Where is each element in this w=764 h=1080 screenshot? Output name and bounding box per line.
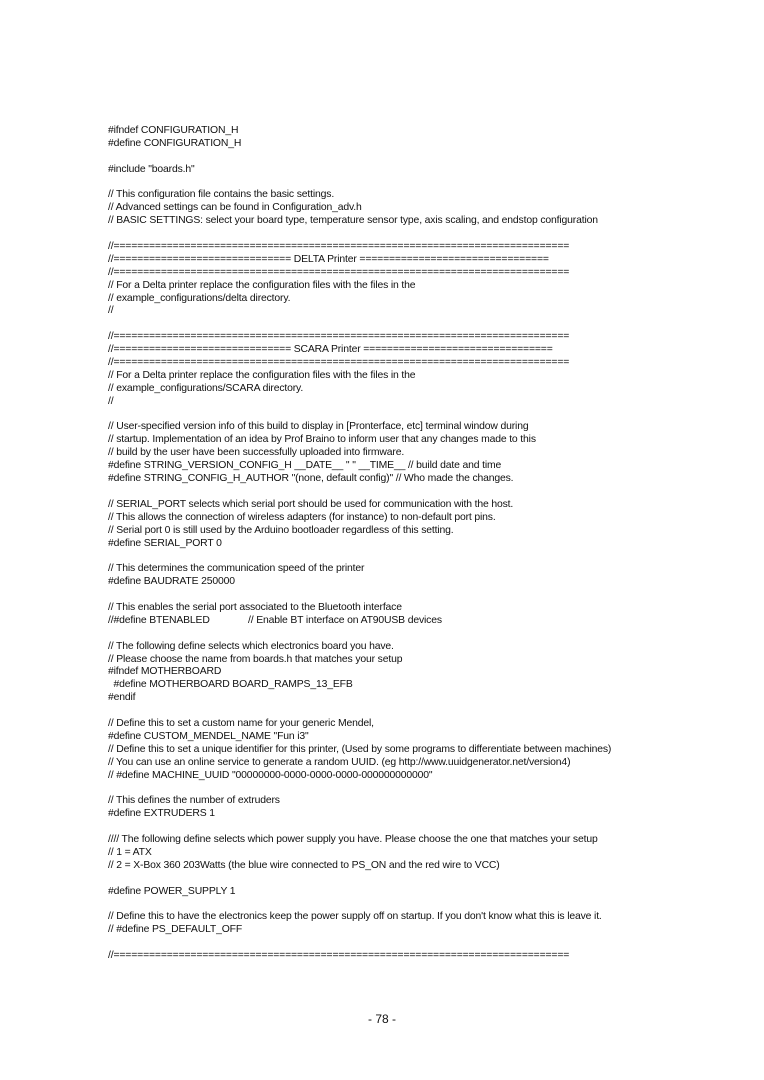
code-line [108,228,728,241]
code-line: // 2 = X-Box 360 203Watts (the blue wire connected to PS_ON and the red wire to VCC) [108,859,500,871]
code-line: #ifndef MOTHERBOARD [108,666,222,678]
code-line [108,873,728,886]
code-line: // example_configurations/SCARA directory. [108,382,304,394]
code-line: //============================================================================= [108,241,570,253]
code-line [108,821,728,834]
code-line: #define MOTHERBOARD BOARD_RAMPS_13_EFB [108,679,353,691]
code-line: // 1 = ATX [108,846,152,858]
code-line: // startup. Implementation of an idea by Prof Braino to inform user that any changes made to this [108,434,536,446]
code-line [108,628,728,641]
code-line: // [108,395,114,407]
code-line: // Define this to set a custom name for your generic Mendel, [108,717,374,729]
code-line: #define EXTRUDERS 1 [108,808,215,820]
code-line: // BASIC SETTINGS: select your board type, temperature sensor type, axis scaling, and endstop configuration [108,215,598,227]
code-line: #define SERIAL_PORT 0 [108,537,222,549]
code-line: //#define BTENABLED // Enable BT interface on AT90USB devices [108,614,442,626]
code-line: #define POWER_SUPPLY 1 [108,885,236,897]
code-line: //============================== SCARA Printer ================================ [108,344,553,356]
code-line [108,151,728,164]
code-line: #endif [108,692,136,704]
code-line [108,177,728,190]
code-line [108,486,728,499]
code-line: #define STRING_VERSION_CONFIG_H __DATE__ " " __TIME__ // build date and time [108,460,502,472]
code-line: // This enables the serial port associated to the Bluetooth interface [108,601,402,613]
code-line [108,550,728,563]
code-line: // User-specified version info of this build to display in [Pronterface, etc] terminal window during [108,421,529,433]
code-line: // For a Delta printer replace the configuration files with the files in the [108,369,416,381]
code-line: // This defines the number of extruders [108,795,280,807]
code-line: //// The following define selects which power supply you have. Please choose the one that matches your setup [108,833,598,845]
code-line: #define BAUDRATE 250000 [108,576,235,588]
code-line: //============================================================================= [108,331,570,343]
code-line: #define CONFIGURATION_H [108,137,242,149]
code-line: // build by the user have been successfully uploaded into firmware. [108,447,405,459]
code-line [108,782,728,795]
code-line: // SERIAL_PORT selects which serial port should be used for communication with the host. [108,498,514,510]
code-line: // For a Delta printer replace the configuration files with the files in the [108,279,416,291]
code-line: // Serial port 0 is still used by the Arduino bootloader regardless of this setting. [108,524,454,536]
code-line: // Advanced settings can be found in Configuration_adv.h [108,202,362,214]
code-line: #ifndef CONFIGURATION_H [108,125,239,136]
code-line: //============================================================================= [108,950,570,961]
code-line: // This allows the connection of wireless adapters (for instance) to non-default port pins. [108,511,496,523]
code-line: // This configuration file contains the basic settings. [108,189,335,201]
code-line [108,705,728,718]
code-line: // You can use an online service to generate a random UUID. (eg http://www.uuidgenerator.net/version4) [108,756,571,768]
code-line [108,589,728,602]
code-line: #define CUSTOM_MENDEL_NAME "Fun i3" [108,730,309,742]
code-listing [108,125,728,963]
code-line: #include "boards.h" [108,163,195,175]
page-number: - 78 - [367,1012,396,1026]
code-line: //============================================================================= [108,357,570,369]
code-line: // #define MACHINE_UUID "00000000-0000-0000-0000-000000000000" [108,769,433,781]
code-line: // Define this to set a unique identifier for this printer, (Used by some programs to differentiate between machines) [108,743,612,755]
code-line: // Please choose the name from boards.h that matches your setup [108,653,403,665]
code-line [108,318,728,331]
code-line [108,409,728,422]
code-line: #define STRING_CONFIG_H_AUTHOR "(none, default config)" // Who made the changes. [108,473,514,485]
code-line: // Define this to have the electronics keep the power supply off on startup. If you don't know what this is leave it. [108,911,602,923]
code-line [108,937,728,950]
code-line: // The following define selects which electronics board you have. [108,640,394,652]
code-line [108,898,728,911]
code-line: //============================================================================= [108,266,570,278]
code-line: // #define PS_DEFAULT_OFF [108,924,243,936]
code-line: // This determines the communication speed of the printer [108,563,365,575]
code-line: // [108,305,114,317]
code-line: //============================== DELTA Printer ================================ [108,253,549,265]
code-line: // example_configurations/delta directory. [108,292,291,304]
